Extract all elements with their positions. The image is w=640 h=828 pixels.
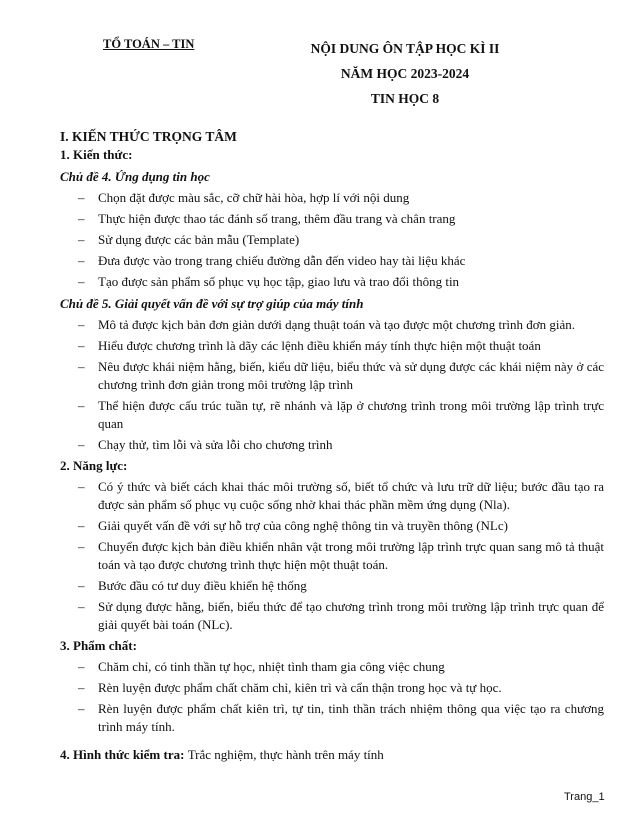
list-item: – Nêu được khái niệm hằng, biến, kiểu dữ liệu, biểu thức và sử dụng được các khái niệm này ở các chương trình đơn giản trong môi trường lập trình xyxy=(78,359,604,392)
title-line-2: NĂM HỌC 2023-2024 xyxy=(340,66,470,81)
list-item: – Bước đầu có tư duy điều khiển hệ thống xyxy=(78,578,307,593)
skills-list xyxy=(60,478,604,634)
list-item: – Chuyển được kịch bản điều khiển nhân vật trong môi trường lập trình trực quan sang mô tả thuật toán và tạo được chương trình thực hiện một thuật toán. xyxy=(78,539,604,572)
list-item: – Rèn luyện được phẩm chất kiên trì, tự tin, tinh thần trách nhiệm thông qua việc tạo ra chương trình máy tính. xyxy=(78,701,604,734)
exam-form-value: Trắc nghiệm, thực hành trên máy tính xyxy=(187,747,384,762)
title-line-3: TIN HỌC 8 xyxy=(370,91,440,106)
exam-form-label: 4. Hình thức kiểm tra: xyxy=(60,747,185,762)
list-item: – Mô tả được kịch bản đơn giản dưới dạng thuật toán và tạo được một chương trình đơn giản. xyxy=(78,317,576,332)
list-item: – Sử dụng được các bản mẫu (Template) xyxy=(78,232,300,247)
list-item: – Thực hiện được thao tác đánh số trang, thêm đầu trang và chân trang xyxy=(78,211,456,226)
document-title xyxy=(250,36,560,111)
list-item: – Chăm chỉ, có tinh thần tự học, nhiệt tình tham gia công việc chung xyxy=(78,659,445,674)
page-number: Trang_1 xyxy=(564,791,605,803)
qualities-heading: 3. Phẩm chất: xyxy=(60,638,137,653)
list-item: – Sử dụng được hằng, biến, biểu thức để tạo chương trình trong môi trường lập trình trực quan để giải quyết bài toán (NLc). xyxy=(78,599,604,632)
skills-heading: 2. Năng lực: xyxy=(60,458,128,473)
list-item: – Chạy thử, tìm lỗi và sửa lỗi cho chương trình xyxy=(78,437,333,452)
topic5-heading: Chủ đề 5. Giải quyết vấn đề với sự trợ giúp của máy tính xyxy=(60,296,364,311)
list-item: – Đưa được vào trong trang chiếu đường dẫn đến video hay tài liệu khác xyxy=(78,253,466,268)
list-item: – Thể hiện được cấu trúc tuần tự, rẽ nhánh và lặp ở chương trình trong môi trường lập trình trực quan xyxy=(78,398,604,431)
topic4-heading: Chủ đề 4. Ứng dụng tin học xyxy=(60,169,210,184)
list-item: – Hiểu được chương trình là dãy các lệnh điều khiển máy tính thực hiện một thuật toán xyxy=(78,338,541,353)
document-body xyxy=(60,126,604,764)
topic5-list xyxy=(60,316,604,454)
list-item: – Rèn luyện được phẩm chất chăm chỉ, kiên trì và cẩn thận trong học và tự học. xyxy=(78,680,502,695)
section-heading: I. KIẾN THỨC TRỌNG TÂM xyxy=(60,129,237,144)
list-item: – Tạo được sản phẩm số phục vụ học tập, giao lưu và trao đổi thông tin xyxy=(78,274,460,289)
list-item: – Chọn đặt được màu sắc, cỡ chữ hài hòa, hợp lí với nội dung xyxy=(78,190,410,205)
knowledge-heading: 1. Kiến thức: xyxy=(60,147,133,162)
qualities-list xyxy=(60,658,604,736)
department-label: TỔ TOÁN – TIN xyxy=(103,37,195,51)
exam-form xyxy=(60,746,604,764)
list-item: – Giải quyết vấn đề với sự hỗ trợ của công nghệ thông tin và truyền thông (NLc) xyxy=(78,518,508,533)
title-line-1: NỘI DUNG ÔN TẬP HỌC KÌ II xyxy=(310,41,500,56)
topic4-list xyxy=(60,189,604,291)
list-item: – Có ý thức và biết cách khai thác môi trường số, biết tổ chức và lưu trữ dữ liệu; bước đầu tạo ra được sản phẩm số phục vụ cuộc sống nhờ khai thác phần mềm ứng dụng (Nla). xyxy=(78,479,604,512)
